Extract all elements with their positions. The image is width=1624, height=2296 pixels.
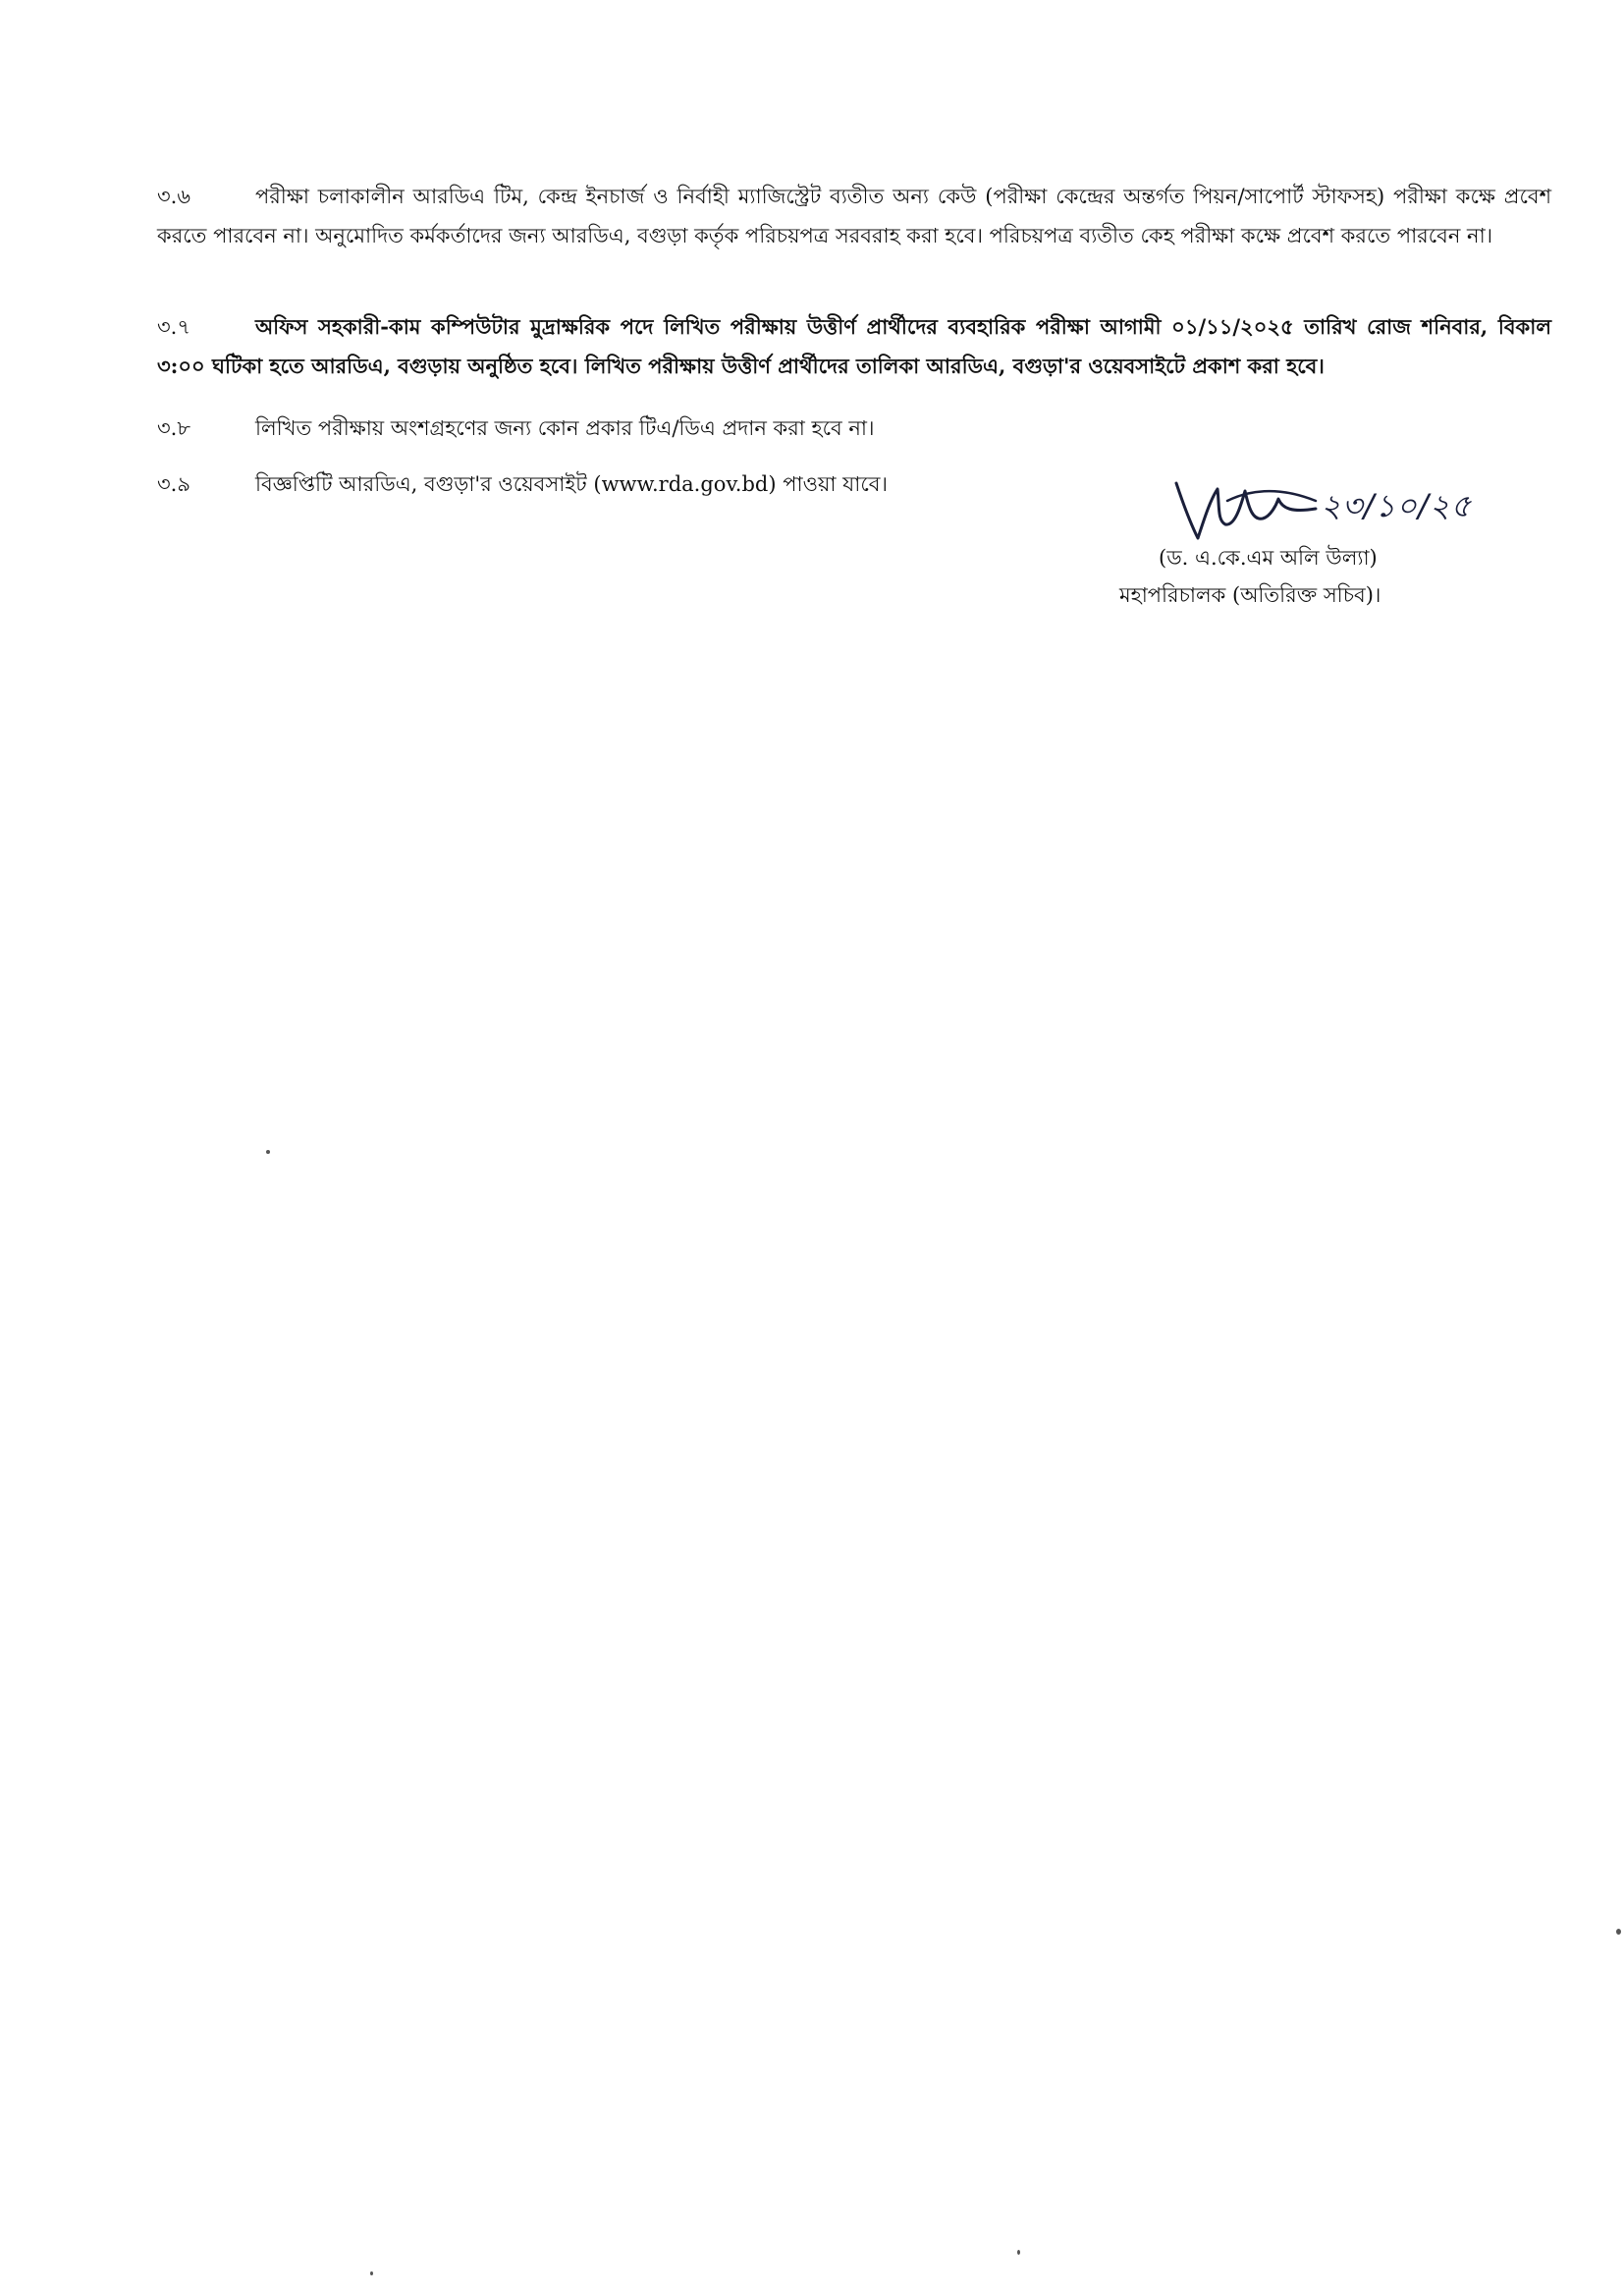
handwritten-signature: [1168, 462, 1326, 550]
clause-3-7: [157, 307, 1551, 386]
clause-3-6: [157, 177, 1551, 255]
clause-number: ৩.৯: [157, 472, 190, 496]
clause-text: পরীক্ষা চলাকালীন আরডিএ টিম, কেন্দ্র ইনচার্জ ও নির্বাহী ম্যাজিস্ট্রেট ব্যতীত অন্য কেউ (পরীক্ষা কেন্দ্রের অন্তর্গত পিয়ন/সাপোর্ট স্টাফসহ) পরীক্ষা কক্ষে প্রবেশ করতে পারবেন না। অনুমোদিত কর্মকর্তাদের জন্য আরডিএ, বগুড়া কর্তৃক পরিচয়পত্র সরবরাহ করা হবে। পরিচয়পত্র ব্যতীত কেহ পরীক্ষা কক্ষে প্রবেশ করতে পারবেন না।: [157, 185, 1551, 247]
scan-speck: [1616, 1929, 1621, 1935]
clause-number: ৩.৭: [157, 315, 190, 339]
signature-date: ২৩/১০/২৫: [1321, 487, 1473, 524]
clause-number: ৩.৬: [157, 185, 190, 208]
signer-title: মহাপরিচালক (অতিরিক্ত সচিব)।: [1119, 583, 1381, 607]
clause-text: অফিস সহকারী-কাম কম্পিউটার মুদ্রাক্ষরিক পদে লিখিত পরীক্ষায় উত্তীর্ণ প্রার্থীদের ব্যবহারিক পরীক্ষা আগামী ০১/১১/২০২৫ তারিখ রোজ শনিবার, বিকাল ৩:০০ ঘটিকা হতে আরডিএ, বগুড়ায় অনুষ্ঠিত হবে। লিখিত পরীক্ষায় উত্তীর্ণ প্রার্থীদের তালিকা আরডিএ, বগুড়া'র ওয়েবসাইটে প্রকাশ করা হবে।: [157, 314, 1551, 378]
clause-text: লিখিত পরীক্ষায় অংশগ্রহণের জন্য কোন প্রকার টিএ/ডিএ প্রদান করা হবে না।: [255, 416, 875, 440]
clause-3-8: [157, 409, 1551, 448]
scan-speck: [1017, 2250, 1020, 2255]
scan-speck: [370, 2271, 373, 2275]
signer-name: (ড. এ.কে.এম অলি উল্যা): [1159, 546, 1378, 570]
clause-text: বিজ্ঞপ্তিটি আরডিএ, বগুড়া'র ওয়েবসাইট (www.rda.gov.bd) পাওয়া যাবে।: [255, 472, 888, 496]
signature-block: [1090, 462, 1522, 619]
clause-number: ৩.৮: [157, 416, 190, 440]
scan-speck: [266, 1150, 270, 1154]
